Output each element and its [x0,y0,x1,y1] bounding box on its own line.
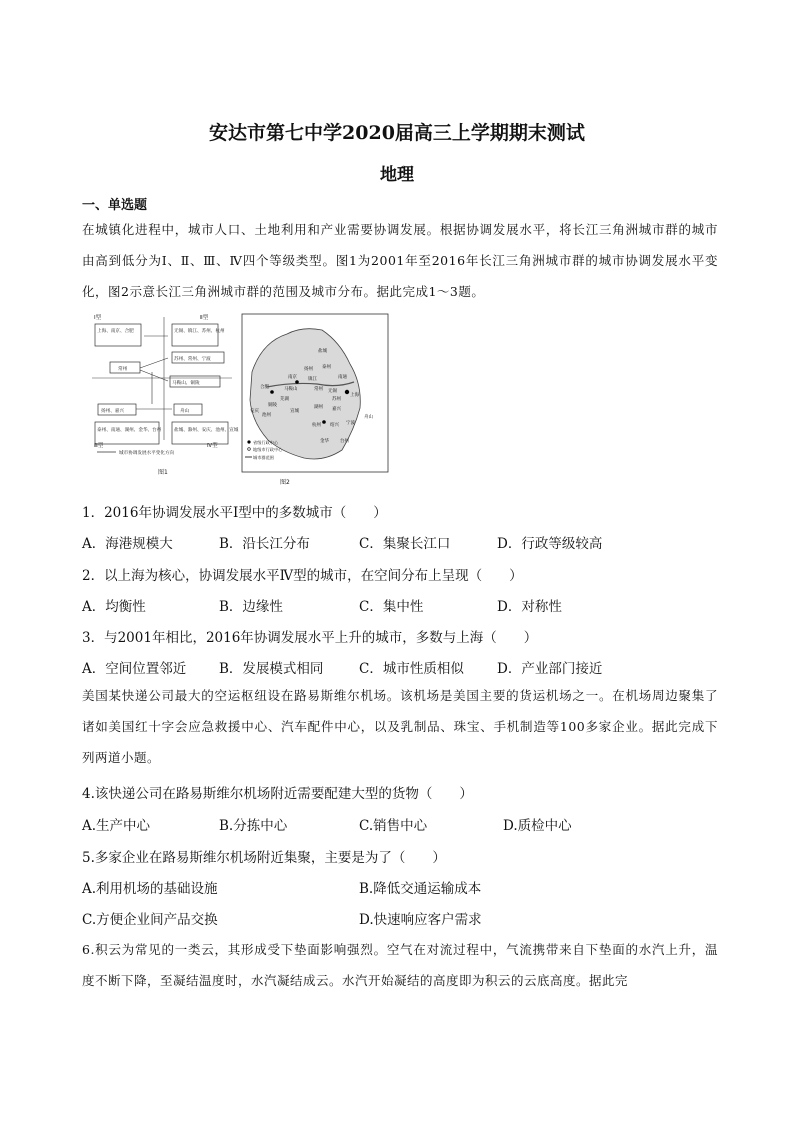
map-city-ningbo: 宁波 [346,421,355,426]
q1-option-c[interactable]: C．集聚长江口 [359,536,451,552]
fig1-box-i: 盐城、滁州、安庆、池州、宣城 [174,428,239,433]
q3-option-a[interactable]: A．空间位置邻近 [82,661,187,677]
fig1-type-iv-label: Ⅳ型 [207,443,218,449]
map-city-maanshan: 马鞍山 [284,387,298,392]
map-legend-range: 城市群范围 [253,455,274,460]
q2-option-a[interactable]: A．均衡性 [82,599,146,615]
fig1-type-ii-label: Ⅱ型 [200,315,209,321]
map-city-nanjing: 南京 [288,375,297,380]
figure-svg [92,312,392,494]
map-city-jinhua: 金华 [320,439,329,444]
q4-option-d[interactable]: D.质检中心 [503,818,572,834]
question-1-stem: 1．2016年协调发展水平Ⅰ型中的多数城市（ ） [82,505,387,521]
q4-option-a[interactable]: A.生产中心 [82,818,151,834]
intro-paragraph-2: 美国某快递公司最大的空运枢纽设在路易斯维尔机场。该机场是美国主要的货运机场之一。在机场周边聚集了诸如美国红十字会应急救援中心、汽车配件中心，以及乳制品、珠宝、手机制造等100多家企业。据此完成下列两道小题。 [82,688,718,765]
fig1-box-f: 扬州、嘉兴 [101,409,124,414]
fig1-type-iii-label: Ⅲ型 [94,443,104,449]
map-hefei-marker [270,390,274,394]
map-legend-prefecture: 地级市行政中心 [253,447,283,452]
map-hangzhou-marker [322,420,326,424]
map-shanghai-marker [345,390,349,394]
fig2-caption: 图2 [280,479,290,486]
fig1-box-d: 常州 [118,367,128,372]
question-3-stem: 3．与2001年相比，2016年协调发展水平上升的城市，多数与上海（ ） [82,630,538,646]
q5-option-c[interactable]: C.方便企业间产品交换 [82,912,218,928]
q2-option-c[interactable]: C．集中性 [359,599,424,615]
map-city-shanghai: 上海 [350,393,359,398]
section-heading: 一、单选题 [82,198,148,213]
question-2-stem: 2．以上海为核心，协调发展水平Ⅳ型的城市，在空间分布上呈现（ ） [82,568,523,584]
map-city-taizhou-zj: 台州 [340,439,349,444]
q4-option-b[interactable]: B.分拣中心 [219,818,288,834]
map-city-taizhou: 泰州 [322,365,331,370]
fig1-box-a: 上海、南京、合肥 [97,329,134,334]
map-city-wuhu: 芜湖 [280,397,289,402]
map-city-hangzhou: 杭州 [312,423,321,428]
q3-option-b[interactable]: B．发展模式相同 [219,661,324,677]
map-city-zhenjiang: 镇江 [308,377,317,382]
fig1-box-h: 泰州、南通、湖州、金华、台州 [97,428,162,433]
map-city-tongling: 铜陵 [268,403,277,408]
q5-option-b[interactable]: B.降低交通运输成本 [359,881,482,897]
map-city-suzhou: 苏州 [332,397,341,402]
figure2-map [242,314,388,486]
map-city-xuancheng: 宣城 [290,409,299,414]
map-city-huzhou: 湖州 [314,405,323,410]
map-city-changzhou: 常州 [314,387,323,392]
q2-option-d[interactable]: D．对称性 [497,599,562,615]
q4-option-c[interactable]: C.销售中心 [359,818,428,834]
q3-option-d[interactable]: D．产业部门接近 [497,661,603,677]
q5-option-a[interactable]: A.利用机场的基础设施 [82,881,218,897]
fig1-box-c: 苏州、常州、宁波 [174,357,211,362]
map-city-nantong: 南通 [338,375,347,380]
map-nanjing-marker [295,380,299,384]
question-5-stem: 5.多家企业在路易斯维尔机场附近集聚，主要是为了（ ） [82,850,446,866]
figure1-diagram [92,313,239,476]
map-city-chizhou: 池州 [262,413,271,418]
fig1-box-g: 舟山 [180,409,190,414]
page-title: 安达市第七中学2020届高三上学期期末测试 [209,122,585,144]
intro-paragraph-1: 在城镇化进程中，城市人口、土地利用和产业需要协调发展。根据协调发展水平，将长江三角洲城市群的城市由高到低分为Ⅰ、Ⅱ、Ⅲ、Ⅳ四个等级类型。图1为2001年至2016年长江三角洲城市群的城市协调发展水平变化，图2示意长江三角洲城市群的范围及城市分布。据此完成1～3题。 [82,222,718,299]
intro-paragraph-3: 6.积云为常见的一类云，其形成受下垫面影响强烈。空气在对流过程中，气流携带来自下垫面的水汽上升，温度不断下降，至凝结温度时，水汽凝结成云。水汽开始凝结的高度即为积云的云底高度。据此完 [82,942,718,988]
fig1-legend: 城市协调发展水平变化方向 [119,451,175,456]
q2-option-b[interactable]: B．边缘性 [219,599,283,615]
map-city-yangzhou: 扬州 [304,367,313,372]
map-city-zhoushan: 舟山 [364,415,373,420]
figures-1-2 [92,312,392,494]
fig1-box-b: 无锡、镇江、苏州、杭州 [174,329,225,334]
map-city-wuxi: 无锡 [328,389,337,394]
fig1-box-e: 马鞍山、铜陵 [172,381,200,386]
q1-option-d[interactable]: D．行政等级较高 [497,536,603,552]
map-city-shaoxing: 绍兴 [330,423,339,428]
fig1-type-i-label: Ⅰ型 [94,315,102,321]
map-city-yancheng: 盐城 [318,349,327,354]
map-city-hefei: 合肥 [260,385,269,390]
map-city-anqing: 安庆 [250,409,259,414]
question-4-stem: 4.该快递公司在路易斯维尔机场附近需要配建大型的货物（ ） [82,786,473,802]
subject-title: 地理 [380,165,414,185]
q5-option-d[interactable]: D.快速响应客户需求 [359,912,482,928]
fig1-caption: 图1 [158,469,168,476]
q1-option-a[interactable]: A．海港规模大 [82,536,173,552]
map-legend-provincial: 省级行政中心 [253,440,279,445]
map-city-jiaxing: 嘉兴 [332,407,341,412]
q3-option-c[interactable]: C．城市性质相似 [359,661,464,677]
q1-option-b[interactable]: B．沿长江分布 [219,536,310,552]
